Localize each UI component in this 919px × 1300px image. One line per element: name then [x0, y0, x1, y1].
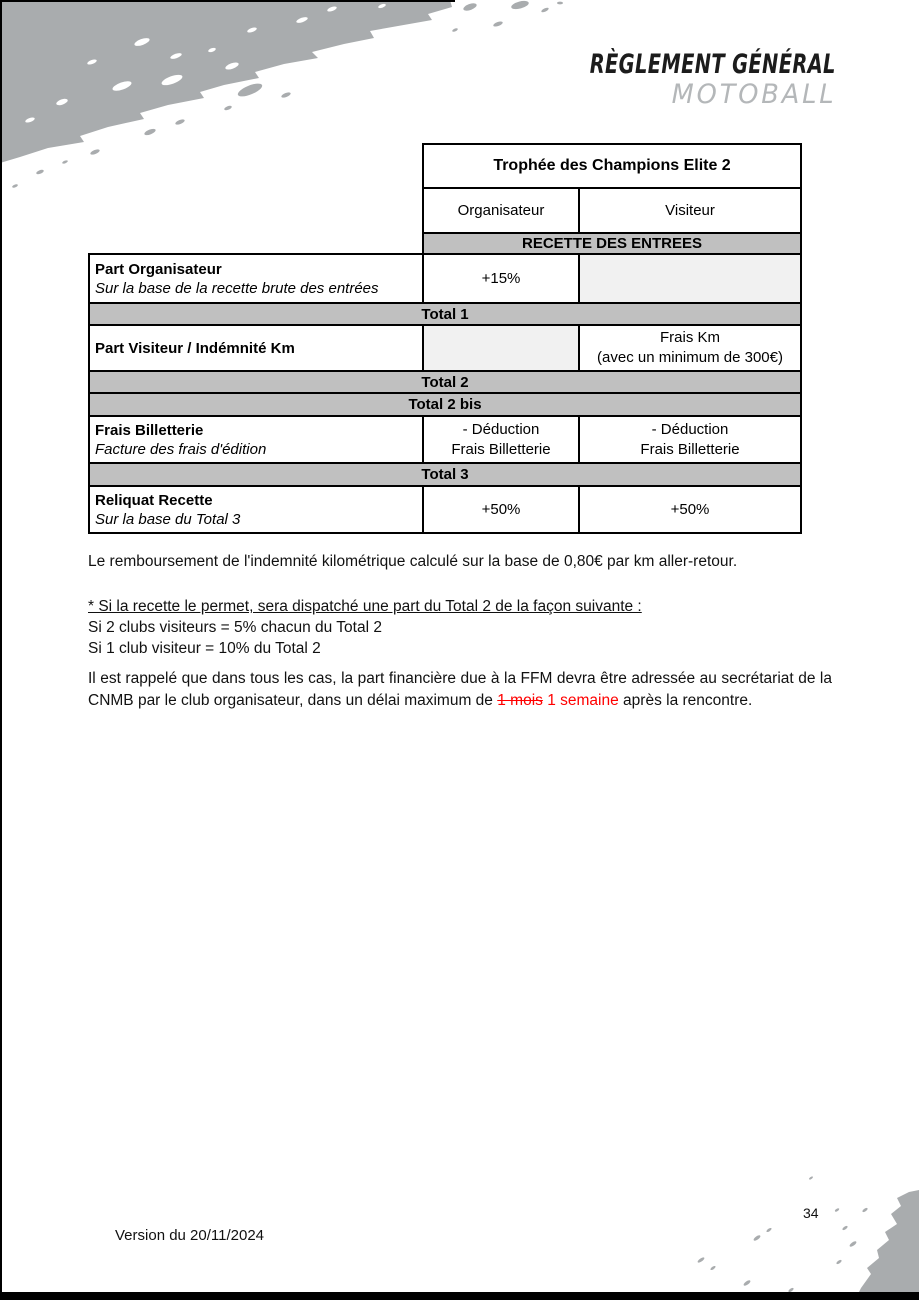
row-label: Part Organisateur	[95, 260, 222, 278]
cell-frais-billetterie-organisateur	[423, 416, 579, 463]
band-total-2-bis: Total 2 bis	[89, 393, 801, 416]
cell-part-visiteur-label	[89, 325, 423, 371]
rappel-deleted-text: 1 mois	[497, 691, 543, 709]
cell-frais-billetterie-visiteur	[579, 416, 801, 463]
empty-area	[89, 188, 423, 233]
band-total-3: Total 3	[89, 463, 801, 486]
table-row	[89, 416, 801, 463]
table-row	[89, 463, 801, 486]
row-sublabel: Sur la base du Total 3	[95, 510, 241, 528]
row-sublabel: Facture des frais d'édition	[95, 440, 267, 458]
table-row	[89, 325, 801, 371]
table-row	[89, 371, 801, 393]
column-header-visiteur: Visiteur	[579, 188, 801, 233]
note-line-2-clubs: Si 2 clubs visiteurs = 5% chacun du Total 2	[88, 619, 382, 636]
paragraph-rappel-ffm	[88, 668, 832, 711]
cell-part-organisateur-visiteur-empty	[579, 254, 801, 303]
rappel-text-start: Il est rappelé que dans tous les cas, la part financière due à la FFM devra être adressée au secrétariat de la CNMB par le club organisateur, dans un délai maximum de	[88, 670, 832, 709]
table-row	[89, 233, 801, 254]
cell-reliquat-organisateur-value: +50%	[423, 486, 579, 533]
note-dispatch-total2	[88, 596, 848, 659]
empty-area	[89, 144, 423, 188]
deduction-line2: Frais Billetterie	[451, 440, 551, 458]
masthead-subtitle: MOTOBALL	[671, 79, 836, 110]
cell-reliquat-visiteur-value: +50%	[579, 486, 801, 533]
rappel-text-end: après la rencontre.	[623, 691, 753, 709]
band-total-1: Total 1	[89, 303, 801, 325]
cell-reliquat-recette-label	[89, 486, 423, 533]
table-title-cell: Trophée des Champions Elite 2	[423, 144, 801, 188]
band-total-2: Total 2	[89, 371, 801, 393]
page-top-edge	[0, 0, 455, 2]
section-header-recette-des-entrees: RECETTE DES ENTREES	[423, 233, 801, 254]
frais-km-line1: Frais Km	[660, 329, 720, 346]
masthead-title: RÈGLEMENT GÉNÉRAL	[589, 49, 836, 80]
version-label: Version du 20/11/2024	[115, 1227, 265, 1244]
page-bottom-bar	[0, 1292, 919, 1300]
cell-part-organisateur-label	[89, 254, 423, 303]
column-header-organisateur: Organisateur	[423, 188, 579, 233]
row-sublabel: Sur la base de la recette brute des entrées	[95, 279, 379, 297]
cell-part-visiteur-organisateur-empty	[423, 325, 579, 371]
table-row	[89, 254, 801, 303]
cell-part-visiteur-value	[579, 325, 801, 371]
row-label: Frais Billetterie	[95, 421, 204, 439]
row-label: Part Visiteur / Indémnité Km	[95, 339, 295, 357]
brush-stroke-bottom-right-decoration	[639, 1140, 919, 1300]
note-underlined-line: * Si la recette le permet, sera dispatché une part du Total 2 de la façon suivante :	[88, 598, 642, 615]
document-masthead	[494, 51, 836, 108]
table-row	[89, 393, 801, 416]
paragraph-remboursement: Le remboursement de l'indemnité kilométrique calculé sur la base de 0,80€ par km aller-retour.	[88, 553, 738, 570]
deduction-line2: Frais Billetterie	[640, 440, 740, 458]
cell-part-organisateur-value: +15%	[423, 254, 579, 303]
page-left-edge	[0, 0, 2, 1300]
trophee-elite2-recette-table	[88, 143, 802, 534]
table-row	[89, 303, 801, 325]
deduction-line1: - Déduction	[462, 420, 540, 438]
cell-frais-billetterie-label	[89, 416, 423, 463]
table-row	[89, 144, 801, 188]
table-row	[89, 188, 801, 233]
empty-area	[89, 233, 423, 254]
note-line-1-club: Si 1 club visiteur = 10% du Total 2	[88, 640, 321, 657]
rappel-inserted-text: 1 semaine	[547, 691, 619, 709]
frais-km-line2: (avec un minimum de 300€)	[597, 349, 783, 366]
deduction-line1: - Déduction	[651, 420, 729, 438]
row-label: Reliquat Recette	[95, 491, 213, 509]
table-row	[89, 486, 801, 533]
page-number: 34	[803, 1205, 819, 1221]
